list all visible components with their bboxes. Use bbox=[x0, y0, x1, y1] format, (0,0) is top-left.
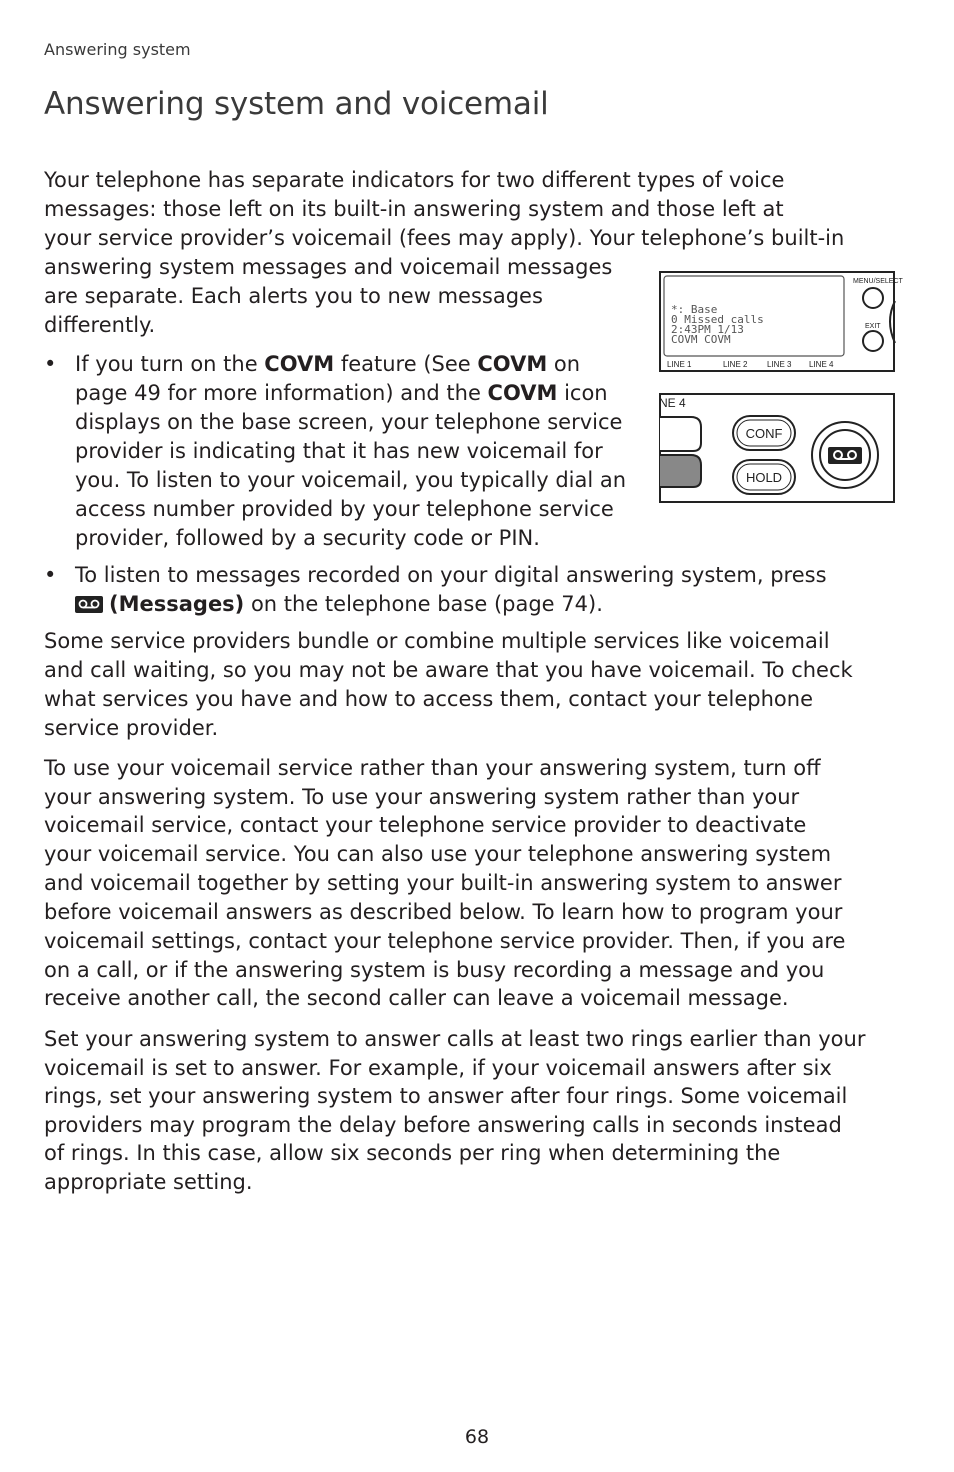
text-line: provider, followed by a security code or PIN. bbox=[75, 526, 540, 550]
text-line bbox=[75, 350, 580, 379]
text-line: To use your voicemail service rather than your answering system, turn off bbox=[44, 756, 821, 780]
text-line: rings, set your answering system to answer after four rings. Some voicemail bbox=[44, 1084, 848, 1108]
text-line: To listen to messages recorded on your digital answering system, press bbox=[75, 563, 827, 587]
text-line: and voicemail together by setting your built-in answering system to answer bbox=[44, 871, 842, 895]
text-run: feature (See bbox=[334, 352, 478, 376]
text-line: you. To listen to your voicemail, you typically dial an bbox=[75, 468, 627, 492]
text-line: appropriate setting. bbox=[44, 1170, 253, 1194]
text-line: providers may program the delay before answering calls in seconds instead bbox=[44, 1113, 842, 1137]
line-4-label: LINE 4 bbox=[809, 360, 834, 369]
text-line: Set your answering system to answer calls at least two rings earlier than your bbox=[44, 1027, 866, 1051]
text-line: and call waiting, so you may not be aware that you have voicemail. To check bbox=[44, 658, 853, 682]
text-line bbox=[75, 379, 608, 408]
base-buttons-figure bbox=[659, 393, 896, 508]
text-line: are separate. Each alerts you to new messages bbox=[44, 284, 543, 308]
text-line: messages: those left on its built-in answering system and those left at bbox=[44, 197, 784, 221]
covm-term: COVM bbox=[487, 381, 558, 405]
lcd-line-3: 2:43PM 1/13 bbox=[671, 323, 744, 336]
line-4-partial-label: NE 4 bbox=[659, 396, 686, 410]
text-line bbox=[75, 590, 603, 619]
lcd-line-4: COVM COVM bbox=[671, 333, 731, 346]
messages-term: (Messages) bbox=[109, 592, 245, 616]
text-line: voicemail service, contact your telephone service provider to deactivate bbox=[44, 813, 807, 837]
text-line: voicemail settings, contact your telephone service provider. Then, if you are bbox=[44, 929, 846, 953]
text-line: differently. bbox=[44, 313, 156, 337]
line-1-label: LINE 1 bbox=[667, 360, 692, 369]
text-run: icon bbox=[557, 381, 608, 405]
text-run: on bbox=[547, 352, 581, 376]
bullet-marker: • bbox=[44, 352, 57, 376]
text-line: of rings. In this case, allow six seconds per ring when determining the bbox=[44, 1141, 781, 1165]
lcd-line-1: *: Base bbox=[671, 303, 718, 316]
line-key-bottom bbox=[660, 455, 701, 487]
text-line: Some service providers bundle or combine multiple services like voicemail bbox=[44, 629, 830, 653]
text-run: on the telephone base (page 74). bbox=[244, 592, 603, 616]
text-line: voicemail is set to answer. For example, if your voicemail answers after six bbox=[44, 1056, 832, 1080]
text-line: what services you have and how to access them, contact your telephone bbox=[44, 687, 814, 711]
line-2-label: LINE 2 bbox=[723, 360, 748, 369]
menu-select-key bbox=[863, 288, 883, 308]
text-run: page 49 for more information) and the bbox=[75, 381, 488, 405]
page-number: 68 bbox=[464, 1426, 490, 1448]
conf-button-label: CONF bbox=[745, 426, 783, 441]
text-line: receive another call, the second caller can leave a voicemail message. bbox=[44, 986, 789, 1010]
text-line: answering system messages and voicemail messages bbox=[44, 255, 613, 279]
menu-select-label: MENU/SELECT bbox=[853, 278, 903, 285]
hold-button-label: HOLD bbox=[745, 470, 783, 485]
line-key-top bbox=[660, 417, 701, 451]
text-line: displays on the base screen, your telephone service bbox=[75, 410, 623, 434]
page-title: Answering system and voicemail bbox=[44, 86, 549, 122]
text-line: on a call, or if the answering system is busy recording a message and you bbox=[44, 958, 825, 982]
text-line: your service provider’s voicemail (fees may apply). Your telephone’s built-in bbox=[44, 226, 845, 250]
text-line: access number provided by your telephone service bbox=[75, 497, 614, 521]
exit-label: EXIT bbox=[865, 323, 881, 330]
text-line: before voicemail answers as described below. To learn how to program your bbox=[44, 900, 843, 924]
text-line: Your telephone has separate indicators for two different types of voice bbox=[44, 168, 785, 192]
text-line: service provider. bbox=[44, 716, 219, 740]
text-line: your answering system. To use your answering system rather than your bbox=[44, 785, 800, 809]
voicemail-tape-icon bbox=[75, 596, 103, 613]
base-screen-illustration bbox=[659, 271, 903, 373]
base-screen-figure bbox=[659, 271, 903, 377]
lcd-line-2: 0 Missed calls bbox=[671, 313, 764, 326]
text-line: provider is indicating that it has new voicemail for bbox=[75, 439, 603, 463]
covm-term: COVM bbox=[264, 352, 335, 376]
line-3-label: LINE 3 bbox=[767, 360, 792, 369]
text-run: If you turn on the bbox=[75, 352, 265, 376]
text-line: your voicemail service. You can also use your telephone answering system bbox=[44, 842, 832, 866]
covm-term: COVM bbox=[477, 352, 548, 376]
section-label: Answering system bbox=[44, 40, 191, 59]
exit-key bbox=[863, 331, 883, 351]
bullet-marker: • bbox=[44, 563, 57, 587]
base-buttons-illustration bbox=[659, 393, 896, 504]
